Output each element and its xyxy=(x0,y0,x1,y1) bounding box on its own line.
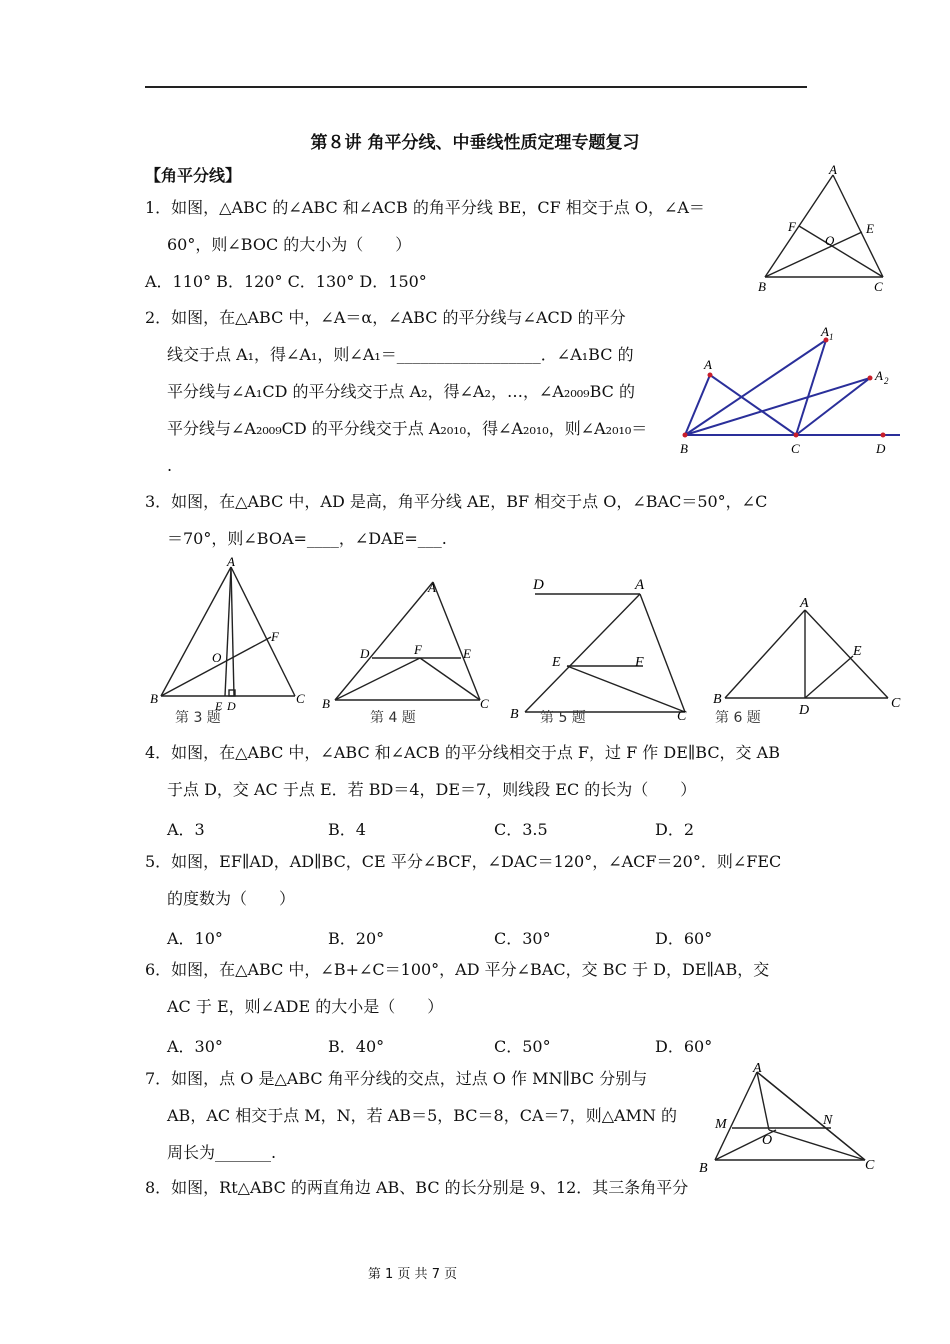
q6-option-c: C．50° xyxy=(494,1037,551,1056)
svg-text:C: C xyxy=(865,1158,875,1173)
q5-option-a: A．10° xyxy=(167,929,223,948)
q1-line2: 60°，则∠BOC 的大小为（ ） xyxy=(167,235,412,254)
svg-text:B: B xyxy=(322,696,330,711)
svg-text:D: D xyxy=(360,646,370,661)
svg-text:D: D xyxy=(876,441,886,456)
svg-text:A: A xyxy=(635,577,645,593)
q7-line3: 周长为_______. xyxy=(167,1143,277,1162)
svg-text:C: C xyxy=(296,691,305,706)
caption-q3: 第 3 题 xyxy=(175,710,221,725)
svg-text:D: D xyxy=(533,577,544,593)
svg-text:E: E xyxy=(215,699,223,713)
svg-text:N: N xyxy=(823,1113,833,1128)
caption-q6: 第 6 题 xyxy=(715,710,761,725)
svg-text:E: E xyxy=(866,221,874,236)
fig-q6 xyxy=(705,585,910,725)
q3-line2: ＝70°，则∠BOA=____，∠DAE=___. xyxy=(167,529,447,548)
svg-text:B: B xyxy=(758,279,766,294)
q4-option-b: B．4 xyxy=(328,820,366,839)
svg-text:D: D xyxy=(799,703,810,718)
svg-text:A: A xyxy=(753,1061,762,1076)
svg-text:A: A xyxy=(821,324,829,339)
svg-text:A: A xyxy=(829,162,837,177)
svg-text:B: B xyxy=(699,1161,708,1176)
q2-line3: 平分线与∠A₁CD 的平分线交于点 A₂，得∠A₂，…，∠A₂₀₀₉BC 的 xyxy=(167,382,635,401)
section-heading: 【角平分线】 xyxy=(145,166,242,185)
q7-figure xyxy=(695,1060,885,1180)
svg-text:C: C xyxy=(891,696,901,711)
q1-options: A．110° B．120° C．130° D．150° xyxy=(145,272,427,291)
svg-text:O: O xyxy=(762,1133,773,1148)
q4-option-d: D．2 xyxy=(655,820,695,839)
q1-figure xyxy=(755,160,905,300)
svg-text:E: E xyxy=(853,644,862,659)
svg-text:B: B xyxy=(713,692,722,707)
svg-text:F: F xyxy=(635,655,644,670)
q2-line5: . xyxy=(167,456,173,475)
fig-q4 xyxy=(320,570,495,725)
q6-line2: AC 于 E，则∠ADE 的大小是（ ） xyxy=(167,997,444,1016)
q7-line1: 7．如图，点 O 是△ABC 角平分线的交点，过点 O 作 MN∥BC 分别与 xyxy=(145,1069,648,1088)
fig-q5 xyxy=(505,570,705,725)
q6-line1: 6．如图，在△ABC 中，∠B+∠C＝100°，AD 平分∠BAC，交 BC 于 D，DE∥AB，交 xyxy=(145,960,770,979)
svg-text:E: E xyxy=(552,655,561,670)
fig-q3 xyxy=(145,555,315,725)
svg-text:C: C xyxy=(677,709,687,724)
svg-text:C: C xyxy=(480,696,489,711)
svg-text:M: M xyxy=(715,1117,727,1132)
q7-line2: AB，AC 相交于点 M，N，若 AB＝5，BC＝8，CA＝7，则△AMN 的 xyxy=(167,1106,678,1125)
svg-text:A: A xyxy=(800,596,809,611)
q4-line2: 于点 D，交 AC 于点 E．若 BD＝4，DE＝7，则线段 EC 的长为（ ） xyxy=(167,780,697,799)
svg-text:O: O xyxy=(212,650,222,665)
svg-text:F: F xyxy=(414,642,422,657)
q5-option-c: C．30° xyxy=(494,929,551,948)
svg-text:1: 1 xyxy=(829,332,834,342)
svg-text:2: 2 xyxy=(884,376,889,386)
q4-option-c: C．3.5 xyxy=(494,820,548,839)
svg-text:A: A xyxy=(428,580,436,595)
svg-text:B: B xyxy=(510,707,519,722)
svg-text:F: F xyxy=(788,219,796,234)
q2-figure xyxy=(675,320,905,460)
page-title: 第８讲 角平分线、中垂线性质定理专题复习 xyxy=(310,133,640,153)
svg-text:B: B xyxy=(150,691,158,706)
q5-option-b: B．20° xyxy=(328,929,385,948)
q4-line1: 4．如图，在△ABC 中，∠ABC 和∠ACB 的平分线相交于点 F，过 F 作 DE∥BC，交 AB xyxy=(145,743,780,762)
page-footer: 第 1 页 共 7 页 xyxy=(367,1267,458,1282)
q6-option-a: A．30° xyxy=(167,1037,223,1056)
q4-option-a: A．3 xyxy=(167,820,205,839)
q6-option-d: D．60° xyxy=(655,1037,713,1056)
caption-q5: 第 5 题 xyxy=(540,710,586,725)
q2-line2: 线交于点 A₁，得∠A₁，则∠A₁＝__________________．∠A₁BC 的 xyxy=(167,345,634,364)
header-rule xyxy=(145,86,807,88)
q5-line1: 5．如图，EF∥AD，AD∥BC，CE 平分∠BCF，∠DAC＝120°，∠ACF＝20°．则∠FEC xyxy=(145,852,782,871)
svg-text:B: B xyxy=(680,441,688,456)
q8-line1: 8．如图，Rt△ABC 的两直角边 AB、BC 的长分别是 9、12．其三条角平分 xyxy=(145,1178,689,1197)
svg-text:A: A xyxy=(227,555,235,569)
q5-line2: 的度数为（ ） xyxy=(167,889,296,908)
svg-text:C: C xyxy=(791,441,800,456)
q2-line4: 平分线与∠A₂₀₀₉CD 的平分线交于点 A₂₀₁₀，得∠A₂₀₁₀，则∠A₂₀₁₀＝ xyxy=(167,419,648,438)
svg-text:F: F xyxy=(271,629,279,644)
q5-option-d: D．60° xyxy=(655,929,713,948)
q2-line1: 2．如图，在△ABC 中，∠A＝α，∠ABC 的平分线与∠ACD 的平分 xyxy=(145,308,626,327)
svg-text:D: D xyxy=(227,699,236,713)
q1-line1: 1．如图，△ABC 的∠ABC 和∠ACB 的角平分线 BE，CF 相交于点 O，∠A＝ xyxy=(145,198,705,217)
q3-line1: 3．如图，在△ABC 中，AD 是高，角平分线 AE，BF 相交于点 O，∠BAC＝50°，∠C xyxy=(145,492,768,511)
svg-text:E: E xyxy=(463,646,471,661)
caption-q4: 第 4 题 xyxy=(370,710,416,725)
svg-text:A: A xyxy=(875,368,883,383)
svg-text:O: O xyxy=(825,233,835,248)
svg-text:C: C xyxy=(874,279,883,294)
svg-text:A: A xyxy=(704,357,712,372)
q6-option-b: B．40° xyxy=(328,1037,385,1056)
